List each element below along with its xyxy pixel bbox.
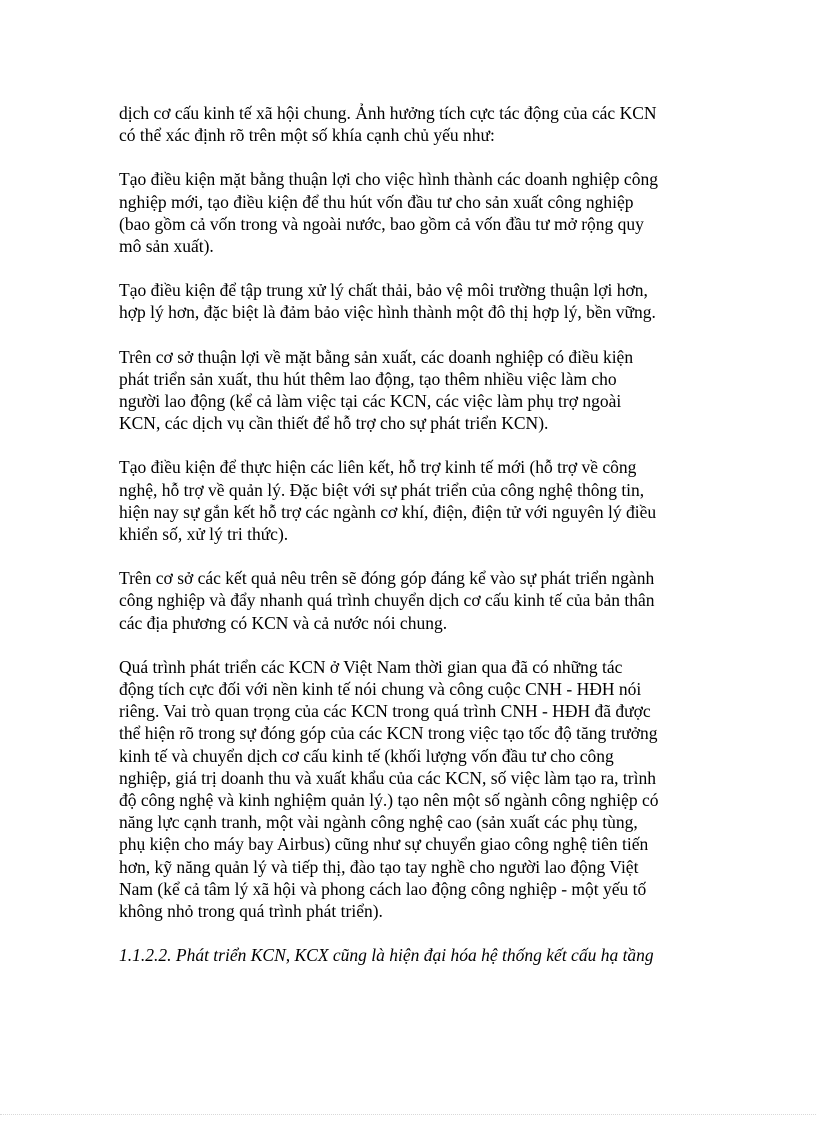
- text-line: Trên cơ sở thuận lợi về mặt bằng sản xuất, các doanh nghiệp có điều kiện: [119, 346, 634, 367]
- paragraph-7: [119, 656, 699, 922]
- text-line: nghiệp mới, tạo điều kiện để thu hút vốn đầu tư cho sản xuất công nghiệp: [119, 191, 634, 212]
- paragraph-5: [119, 456, 699, 545]
- text-line: Nam (kể cả tâm lý xã hội và phong cách lao động công nghiệp - một yếu tố: [119, 878, 647, 899]
- text-line: thể hiện rõ trong sự đóng góp của các KCN trong việc tạo tốc độ tăng trưởng: [119, 723, 658, 744]
- page-bottom-divider: [0, 1114, 816, 1115]
- text-line: phụ kiện cho máy bay Airbus) cũng như sự chuyển giao công nghệ tiên tiến: [119, 834, 649, 855]
- text-line: hiện nay sự gắn kết hỗ trợ các ngành cơ khí, điện, điện tử với nguyên lý điều: [119, 501, 657, 522]
- text-line: Tạo điều kiện mặt bằng thuận lợi cho việc hình thành các doanh nghiệp công: [119, 169, 658, 190]
- text-line: dịch cơ cấu kinh tế xã hội chung. Ảnh hưởng tích cực tác động của các KCN: [119, 103, 657, 123]
- text-line: động tích cực đối với nền kinh tế nói chung và công cuộc CNH - HĐH nói: [119, 679, 642, 700]
- text-line: (bao gồm cả vốn trong và ngoài nước, bao gồm cả vốn đầu tư mở rộng quy: [119, 213, 644, 234]
- document-body: [119, 102, 699, 967]
- text-line: khiển số, xử lý tri thức).: [119, 524, 289, 545]
- text-line: Tạo điều kiện để tập trung xử lý chất thải, bảo vệ môi trường thuận lợi hơn,: [119, 280, 648, 301]
- text-line: các địa phương có KCN và cả nước nói chung.: [119, 612, 448, 633]
- text-line: năng lực cạnh tranh, một vài ngành công nghệ cao (sản xuất các phụ tùng,: [119, 812, 638, 833]
- paragraph-3: [119, 279, 699, 323]
- text-line: có thể xác định rõ trên một số khía cạnh chủ yếu như:: [119, 125, 495, 146]
- text-line: mô sản xuất).: [119, 236, 214, 257]
- text-line: nghiệp, giá trị doanh thu và xuất khẩu của các KCN, số việc làm tạo ra, trình: [119, 767, 656, 788]
- text-line: Trên cơ sở các kết quả nêu trên sẽ đóng góp đáng kể vào sự phát triển ngành: [119, 568, 655, 589]
- text-line: người lao động (kể cả làm việc tại các KCN, các việc làm phụ trợ ngoài: [119, 391, 622, 412]
- text-line: độ công nghệ và kinh nghiệm quản lý.) tạo nên một số ngành công nghiệp có: [119, 790, 659, 811]
- paragraph-2: [119, 168, 699, 257]
- paragraph-4: [119, 346, 699, 435]
- section-heading: 1.1.2.2. Phát triển KCN, KCX cũng là hiện đại hóa hệ thống kết cấu hạ tầng: [119, 945, 654, 966]
- text-line: hợp lý hơn, đặc biệt là đảm bảo việc hình thành một đô thị hợp lý, bền vững.: [119, 302, 656, 323]
- text-line: công nghiệp và đẩy nhanh quá trình chuyển dịch cơ cấu kinh tế của bản thân: [119, 590, 655, 611]
- text-line: phát triển sản xuất, thu hút thêm lao động, tạo thêm nhiều việc làm cho: [119, 368, 617, 389]
- text-line: Quá trình phát triển các KCN ở Việt Nam thời gian qua đã có những tác: [119, 656, 623, 677]
- text-line: KCN, các dịch vụ cần thiết để hỗ trợ cho sự phát triển KCN).: [119, 413, 549, 434]
- text-line: Tạo điều kiện để thực hiện các liên kết, hỗ trợ kinh tế mới (hỗ trợ về công: [119, 457, 637, 478]
- paragraph-6: [119, 567, 699, 634]
- text-line: riêng. Vai trò quan trọng của các KCN trong quá trình CNH - HĐH đã được: [119, 701, 651, 722]
- text-line: kinh tế và chuyển dịch cơ cấu kinh tế (khối lượng vốn đầu tư cho công: [119, 745, 614, 766]
- paragraph-1: [119, 102, 699, 146]
- text-line: nghệ, hỗ trợ về quản lý. Đặc biệt với sự phát triển của công nghệ thông tin,: [119, 479, 645, 500]
- text-line: hơn, kỹ năng quản lý và tiếp thị, đào tạo tay nghề cho người lao động Việt: [119, 856, 639, 877]
- text-line: không nhỏ trong quá trình phát triển).: [119, 901, 383, 922]
